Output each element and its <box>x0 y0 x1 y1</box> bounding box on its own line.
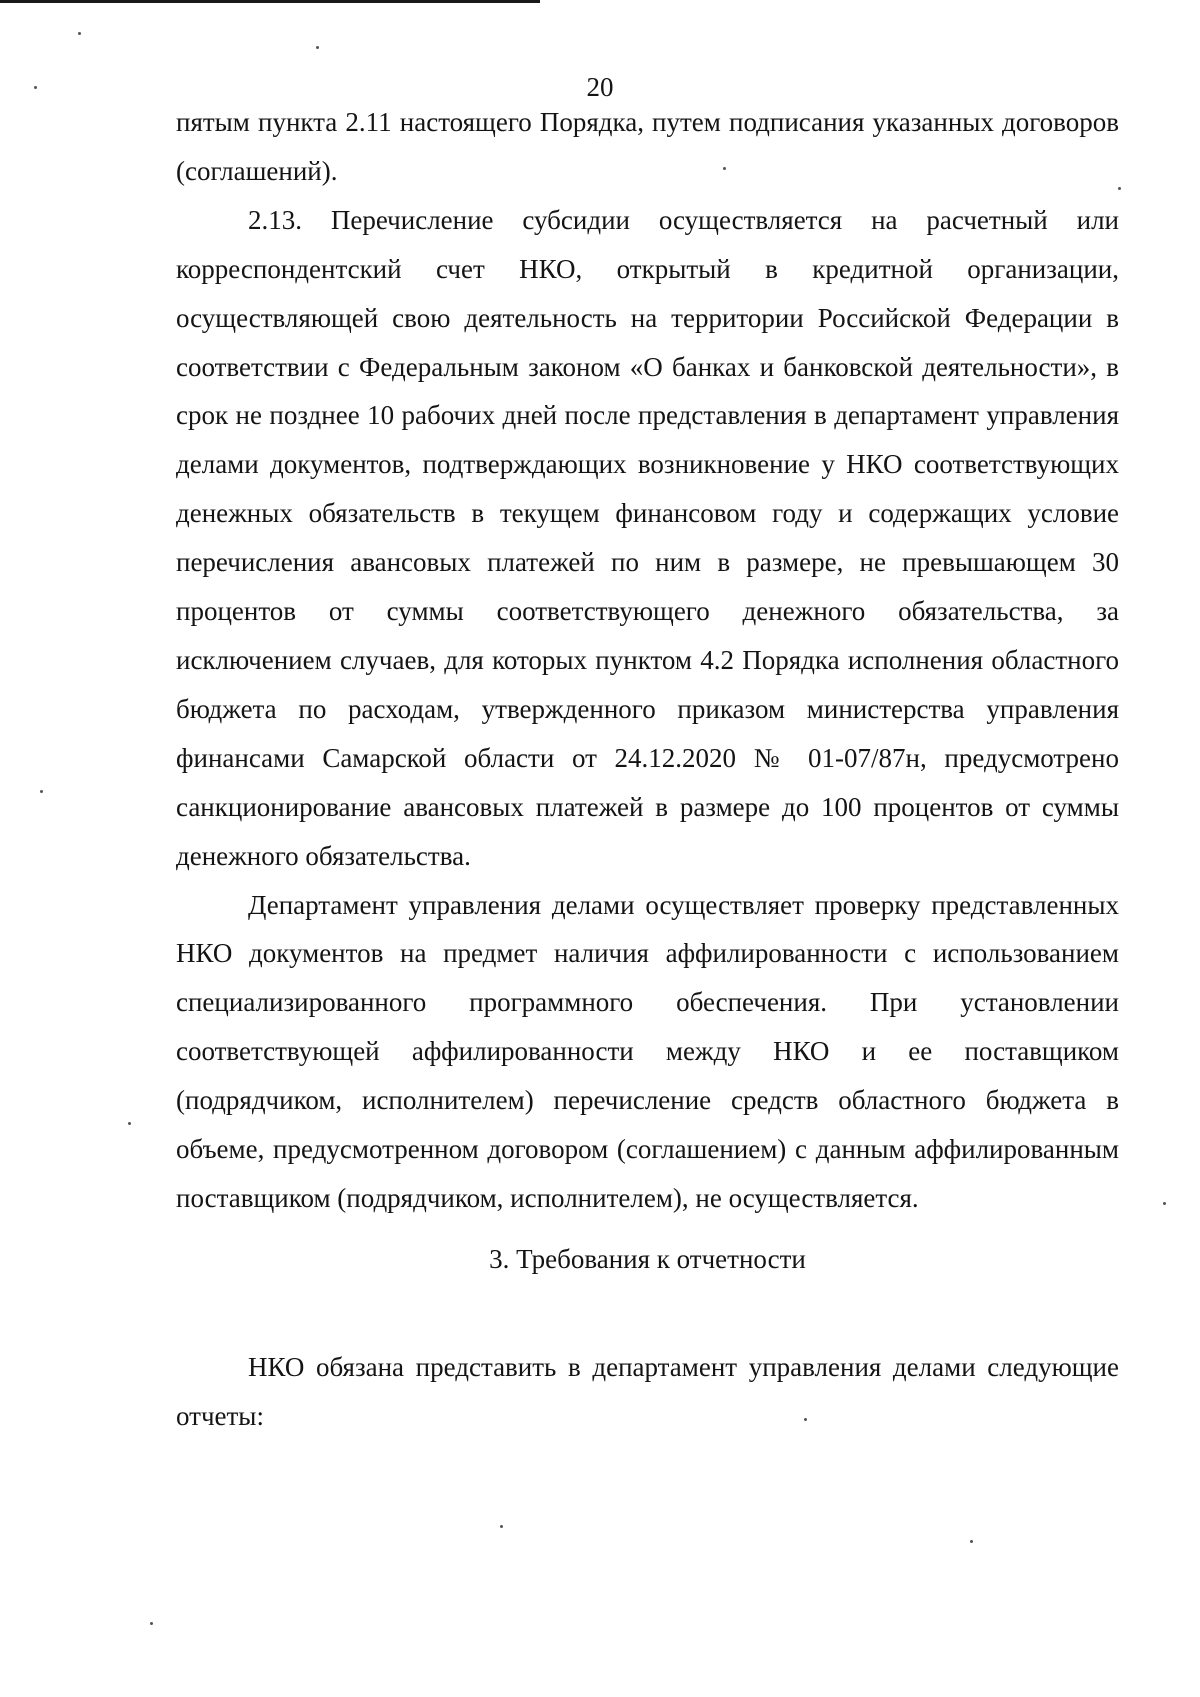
document-body <box>176 98 1119 1441</box>
scan-speck <box>40 790 43 793</box>
paragraph-2-13: 2.13. Перечисление субсидии осуществляется на расчетный или корреспондентский счет НКО, открытый в кредитной организации, осуществляющей свою деятельность на территории Российской Федерации в соответствии с Федеральным законом «О банках и банковской деятельности», в срок не позднее 10 рабочих дней после представления в департамент управления делами документов, подтверждающих возникновение у НКО соответствующих денежных обязательств в текущем финансовом году и содержащих условие перечисления авансовых платежей по ним в размере, не превышающем 30 процентов от суммы соответствующего денежного обязательства, за исключением случаев, для которых пунктом 4.2 Порядка исполнения областного бюджета по расходам, утвержденного приказом министерства управления финансами Самарской области от 24.12.2020 № 01-07/87н, предусмотрено санкционирование авансовых платежей в размере до 100 процентов от суммы денежного обязательства. <box>176 204 1119 871</box>
scan-speck <box>723 167 726 170</box>
paragraph-reports: НКО обязана представить в департамент управления делами следующие отчеты: <box>176 1351 1119 1431</box>
scan-speck <box>34 86 37 89</box>
scan-speck <box>970 1540 973 1543</box>
paragraph-continuation: пятым пункта 2.11 настоящего Порядка, путем подписания указанных договоров (соглашений). <box>176 107 1119 186</box>
spacer <box>176 1295 1119 1343</box>
scan-speck <box>128 1122 131 1125</box>
paragraph-affiliation-check: Департамент управления делами осуществляет проверку представленных НКО документов на предмет наличия аффилированности с использованием специализированного программного обеспечения. При установлении соответствующей аффилированности между НКО и ее поставщиком (подрядчиком, исполнителем) перечисление средств областного бюджета в объеме, предусмотренном договором (соглашением) с данным аффилированным поставщиком (подрядчиком, исполнителем), не осуществляется. <box>176 889 1119 1213</box>
scan-speck <box>804 1418 807 1421</box>
scan-speck <box>316 46 319 49</box>
scan-speck <box>1163 1202 1166 1205</box>
scan-speck <box>78 32 81 35</box>
section-heading: 3. Требования к отчетности <box>489 1243 806 1274</box>
scan-speck <box>500 1525 503 1528</box>
scan-speck <box>1118 187 1121 190</box>
page-number: 20 <box>586 72 614 102</box>
scan-speck <box>150 1622 153 1625</box>
scan-top-border <box>0 0 540 3</box>
